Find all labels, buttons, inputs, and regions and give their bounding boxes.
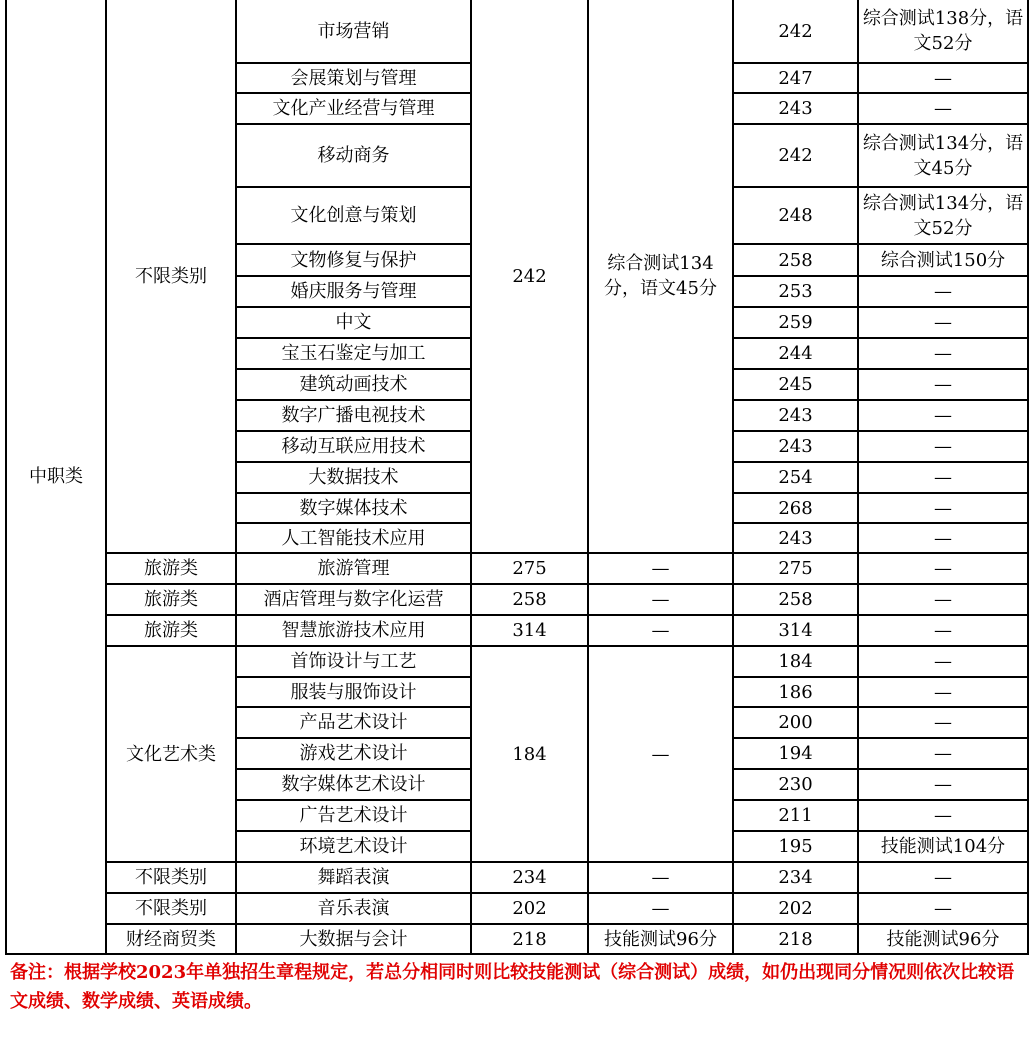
major-line-cell: 230 bbox=[733, 769, 858, 800]
major-cell: 服装与服饰设计 bbox=[236, 677, 471, 707]
major-cell: 移动互联应用技术 bbox=[236, 431, 471, 462]
major-cell: 音乐表演 bbox=[236, 893, 471, 924]
table-row bbox=[6, 615, 1028, 646]
major-rule-cell: — bbox=[858, 707, 1028, 738]
major-cell: 移动商务 bbox=[236, 124, 471, 187]
major-rule-cell: — bbox=[858, 893, 1028, 924]
category-cell: 财经商贸类 bbox=[106, 924, 236, 954]
major-rule-cell: 综合测试138分，语文52分 bbox=[858, 0, 1028, 63]
major-cell: 数字广播电视技术 bbox=[236, 400, 471, 431]
major-rule-cell: — bbox=[858, 276, 1028, 307]
major-cell: 大数据与会计 bbox=[236, 924, 471, 954]
major-rule-cell: — bbox=[858, 769, 1028, 800]
skill-rule-cell: — bbox=[588, 584, 733, 615]
major-cell: 文化产业经营与管理 bbox=[236, 93, 471, 124]
major-rule-cell: 技能测试96分 bbox=[858, 924, 1028, 954]
skill-rule-cell: 技能测试96分 bbox=[588, 924, 733, 954]
major-line-cell: 200 bbox=[733, 707, 858, 738]
major-line-cell: 275 bbox=[733, 553, 858, 584]
category-line-cell: 202 bbox=[471, 893, 588, 924]
major-line-cell: 247 bbox=[733, 63, 858, 93]
major-line-cell: 234 bbox=[733, 862, 858, 893]
table-row bbox=[6, 924, 1028, 954]
major-cell: 文化创意与策划 bbox=[236, 187, 471, 244]
major-rule-cell: — bbox=[858, 553, 1028, 584]
major-cell: 舞蹈表演 bbox=[236, 862, 471, 893]
table-row bbox=[6, 553, 1028, 584]
major-cell: 建筑动画技术 bbox=[236, 369, 471, 400]
major-cell: 首饰设计与工艺 bbox=[236, 646, 471, 677]
major-rule-cell: — bbox=[858, 63, 1028, 93]
major-line-cell: 202 bbox=[733, 893, 858, 924]
major-cell: 酒店管理与数字化运营 bbox=[236, 584, 471, 615]
major-cell: 婚庆服务与管理 bbox=[236, 276, 471, 307]
footnote: 备注：根据学校2023年单独招生章程规定，若总分相同时则比较技能测试（综合测试）成绩，如仍出现同分情况则依次比较语文成绩、数学成绩、英语成绩。 bbox=[10, 962, 1015, 1012]
table-row bbox=[6, 862, 1028, 893]
skill-rule-cell: 综合测试134分，语文45分 bbox=[588, 0, 733, 553]
major-line-cell: 268 bbox=[733, 493, 858, 523]
skill-rule-cell: — bbox=[588, 553, 733, 584]
skill-rule-cell: — bbox=[588, 893, 733, 924]
skill-rule-cell: — bbox=[588, 646, 733, 862]
major-line-cell: 243 bbox=[733, 431, 858, 462]
major-rule-cell: — bbox=[858, 646, 1028, 677]
major-cell: 数字媒体技术 bbox=[236, 493, 471, 523]
major-line-cell: 218 bbox=[733, 924, 858, 954]
major-rule-cell: — bbox=[858, 369, 1028, 400]
major-rule-cell: — bbox=[858, 307, 1028, 338]
major-line-cell: 242 bbox=[733, 0, 858, 63]
major-rule-cell: — bbox=[858, 93, 1028, 124]
major-cell: 数字媒体艺术设计 bbox=[236, 769, 471, 800]
major-rule-cell: — bbox=[858, 431, 1028, 462]
major-cell: 市场营销 bbox=[236, 0, 471, 63]
major-rule-cell: 综合测试150分 bbox=[858, 244, 1028, 276]
category-line-cell: 258 bbox=[471, 584, 588, 615]
category-cell: 旅游类 bbox=[106, 553, 236, 584]
category-line-cell: 184 bbox=[471, 646, 588, 862]
major-line-cell: 195 bbox=[733, 831, 858, 862]
major-rule-cell: — bbox=[858, 738, 1028, 769]
category-cell: 旅游类 bbox=[106, 584, 236, 615]
major-rule-cell: — bbox=[858, 862, 1028, 893]
table-row bbox=[6, 646, 1028, 677]
major-line-cell: 254 bbox=[733, 462, 858, 493]
table-row bbox=[6, 0, 1028, 63]
category-line-cell: 314 bbox=[471, 615, 588, 646]
major-cell: 旅游管理 bbox=[236, 553, 471, 584]
category-line-cell: 218 bbox=[471, 924, 588, 954]
major-line-cell: 258 bbox=[733, 584, 858, 615]
major-cell: 游戏艺术设计 bbox=[236, 738, 471, 769]
category-cell: 不限类别 bbox=[106, 893, 236, 924]
major-cell: 中文 bbox=[236, 307, 471, 338]
major-line-cell: 243 bbox=[733, 523, 858, 553]
category-cell: 文化艺术类 bbox=[106, 646, 236, 862]
major-rule-cell: — bbox=[858, 493, 1028, 523]
group-cell: 中职类 bbox=[6, 0, 106, 954]
major-line-cell: 248 bbox=[733, 187, 858, 244]
skill-rule-cell: — bbox=[588, 615, 733, 646]
major-line-cell: 243 bbox=[733, 93, 858, 124]
category-cell: 旅游类 bbox=[106, 615, 236, 646]
major-rule-cell: 技能测试104分 bbox=[858, 831, 1028, 862]
major-rule-cell: 综合测试134分，语文52分 bbox=[858, 187, 1028, 244]
major-line-cell: 242 bbox=[733, 124, 858, 187]
major-cell: 智慧旅游技术应用 bbox=[236, 615, 471, 646]
major-rule-cell: — bbox=[858, 400, 1028, 431]
skill-rule-cell: — bbox=[588, 862, 733, 893]
major-cell: 环境艺术设计 bbox=[236, 831, 471, 862]
major-rule-cell: — bbox=[858, 338, 1028, 369]
category-line-cell: 275 bbox=[471, 553, 588, 584]
major-line-cell: 211 bbox=[733, 800, 858, 831]
category-cell: 不限类别 bbox=[106, 862, 236, 893]
major-rule-cell: — bbox=[858, 584, 1028, 615]
major-rule-cell: — bbox=[858, 615, 1028, 646]
category-line-cell: 234 bbox=[471, 862, 588, 893]
major-cell: 人工智能技术应用 bbox=[236, 523, 471, 553]
major-rule-cell: — bbox=[858, 462, 1028, 493]
category-line-cell: 242 bbox=[471, 0, 588, 553]
admission-score-table bbox=[5, 0, 1029, 955]
major-line-cell: 258 bbox=[733, 244, 858, 276]
major-line-cell: 194 bbox=[733, 738, 858, 769]
table-row bbox=[6, 893, 1028, 924]
major-line-cell: 314 bbox=[733, 615, 858, 646]
major-rule-cell: 综合测试134分，语文45分 bbox=[858, 124, 1028, 187]
major-line-cell: 186 bbox=[733, 677, 858, 707]
major-line-cell: 244 bbox=[733, 338, 858, 369]
major-cell: 会展策划与管理 bbox=[236, 63, 471, 93]
major-cell: 文物修复与保护 bbox=[236, 244, 471, 276]
category-cell: 不限类别 bbox=[106, 0, 236, 553]
major-cell: 广告艺术设计 bbox=[236, 800, 471, 831]
major-line-cell: 184 bbox=[733, 646, 858, 677]
major-line-cell: 243 bbox=[733, 400, 858, 431]
major-rule-cell: — bbox=[858, 800, 1028, 831]
major-line-cell: 245 bbox=[733, 369, 858, 400]
major-rule-cell: — bbox=[858, 677, 1028, 707]
table-row bbox=[6, 584, 1028, 615]
major-line-cell: 253 bbox=[733, 276, 858, 307]
major-cell: 大数据技术 bbox=[236, 462, 471, 493]
major-cell: 宝玉石鉴定与加工 bbox=[236, 338, 471, 369]
major-cell: 产品艺术设计 bbox=[236, 707, 471, 738]
major-line-cell: 259 bbox=[733, 307, 858, 338]
major-rule-cell: — bbox=[858, 523, 1028, 553]
